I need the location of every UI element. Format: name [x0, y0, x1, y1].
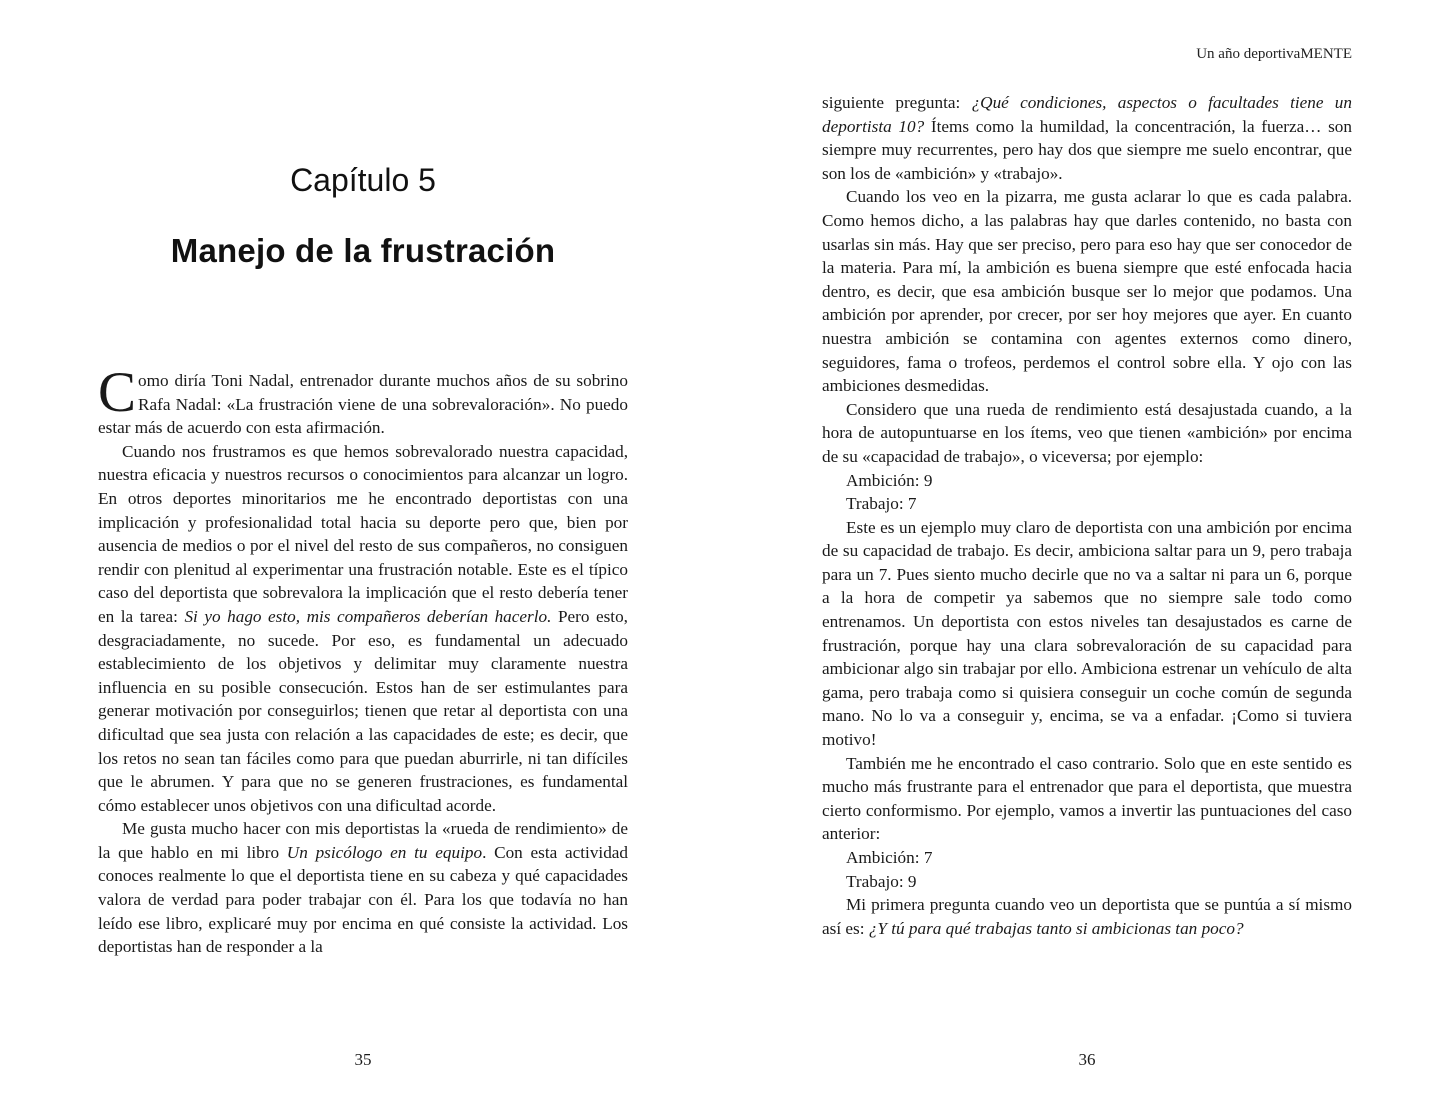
- paragraph: [822, 893, 1352, 940]
- paragraph-text: Mi primera pregunta cuando veo un deportista que se puntúa a sí mismo así es:: [822, 895, 1352, 938]
- paragraph-text: Pero esto, desgraciadamente, no sucede. Por eso, es fundamental un adecuado establecimiento de los objetivos y delimitar muy claramente nuestra influencia en su posible consecución. Estos han de ser estimulantes para generar motivación por conseguirlos; tienen que retar al deportista con una dificultad que sea justa con relación a las capacidades de este; es decir, que los retos no sean tan fáciles como para que puedan aburrirle, ni tan difíciles que le abrumen. Y para que no se generen frustraciones, es fundamental cómo establecer unos objetivos con una dificultad acorde.: [98, 606, 628, 815]
- paragraph: [98, 361, 628, 440]
- right-page: [722, 0, 1445, 1109]
- drop-cap: C: [98, 361, 137, 424]
- book-title: Un psicólogo en tu equipo: [286, 842, 483, 862]
- paragraph: Considero que una rueda de rendimiento está desajustada cuando, a la hora de autopuntuarse en los ítems, veo que tienen «ambición» por encima de su «capacidad de trabajo», o viceversa; por ejemplo:: [822, 399, 1352, 466]
- score-item: Ambición: 9: [846, 470, 933, 490]
- italic-question: ¿Qué condiciones, aspectos o facultades tiene un deportista 10?: [822, 93, 1352, 136]
- score-item: Trabajo: 9: [846, 871, 917, 891]
- paragraph-text: omo diría Toni Nadal, entrenador durante muchos años de su sobrino Rafa Nadal: «La frustración viene de una sobrevaloración». No puedo estar más de acuerdo con esta afirmación.: [98, 371, 628, 438]
- left-page: [0, 0, 722, 1109]
- paragraph-text: Me gusta mucho hacer con mis deportistas la «rueda de rendimiento» de la que hablo en mi libro: [98, 819, 628, 862]
- chapter-label: Capítulo 5: [290, 162, 436, 198]
- running-head: Un año deportivaMENTE: [1196, 46, 1352, 62]
- paragraph: Cuando los veo en la pizarra, me gusta aclarar lo que es cada palabra. Como hemos dicho, a las palabras hay que darles contenido, no basta con usarlas sin más. Hay que ser preciso, pero para eso hay que ser conocedor de la materia. Para mí, la ambición es buena siempre que esté enfocada hacia dentro, es decir, que esa ambición busque ser lo mejor que podamos. Una ambición por aprender, por crecer, por ser hoy mejores que ayer. En cuanto nuestra ambición se contamina con agentes externos como dinero, seguidores, fama o trofeos, perdemos el control sobre ella. Y ojo con las ambiciones desmedidas.: [822, 187, 1352, 396]
- paragraph-text: Ítems como la humildad, la concentración, la fuerza… son siempre muy recurrentes, pero hay dos que siempre me suelo encontrar, que son los de «ambición» y «trabajo».: [822, 116, 1352, 183]
- chapter-title: Manejo de la frustración: [170, 232, 556, 269]
- paragraph: [98, 817, 628, 959]
- paragraph-text: Cuando nos frustramos es que hemos sobrevalorado nuestra capacidad, nuestra eficacia y nuestros recursos o conocimientos para alcanzar un logro. En otros deportes minoritarios me he encontrado deportistas con una implicación y profesionalidad total hacia su deporte pero que, bien por ausencia de medios o por el nivel del resto de sus compañeros, no consiguen rendir con plenitud al experimentar una frustración notable. Este es el típico caso del deportista que sobrevalora la implicación que el resto debería tener en la tarea:: [98, 441, 628, 626]
- paragraph: Este es un ejemplo muy claro de deportista con una ambición por encima de su capacidad de trabajo. Es decir, ambiciona saltar para un 9, pero trabaja para un 7. Pues siento mucho decirle que no va a saltar ni para un 6, porque a la hora de competir ya sabemos que no siempre sale todo como entrenamos. Un deportista con estos niveles tan desajustados es carne de frustración, porque hay una clara sobrevaloración de su capacidad para ambicionar algo sin trabajar por ello. Ambiciona estrenar un vehículo de alta gama, pero trabaja como si quisiera conseguir un coche común de segunda mano. No lo va a conseguir y, encima, se va a enfadar. ¡Como si tuviera motivo!: [822, 517, 1352, 750]
- paragraph: [98, 440, 628, 818]
- page-number: 36: [1078, 1050, 1096, 1069]
- paragraph-text: siguiente pregunta:: [822, 93, 972, 112]
- italic-question: ¿Y tú para qué trabajas tanto si ambicionas tan poco?: [868, 918, 1244, 938]
- paragraph-text: . Con esta actividad conoces realmente lo que el deportista tiene en su cabeza y qué capacidades valora de verdad para poder trabajar con él. Para los que todavía no han leído ese libro, explicaré muy por encima en qué consiste la actividad. Los deportistas han de responder a la: [98, 842, 629, 957]
- right-body-text: [822, 91, 1352, 940]
- left-body-text: [98, 361, 629, 959]
- paragraph: [822, 91, 1352, 185]
- score-item: Trabajo: 7: [846, 494, 917, 514]
- page-number: 35: [354, 1050, 372, 1069]
- paragraph: También me he encontrado el caso contrario. Solo que en este sentido es mucho más frustrante para el entrenador que para el deportista, que muestra cierto conformismo. Por ejemplo, vamos a invertir las puntuaciones del caso anterior:: [822, 753, 1352, 844]
- italic-quote: Si yo hago esto, mis compañeros deberían hacerlo.: [184, 606, 552, 626]
- score-item: Ambición: 7: [846, 848, 933, 867]
